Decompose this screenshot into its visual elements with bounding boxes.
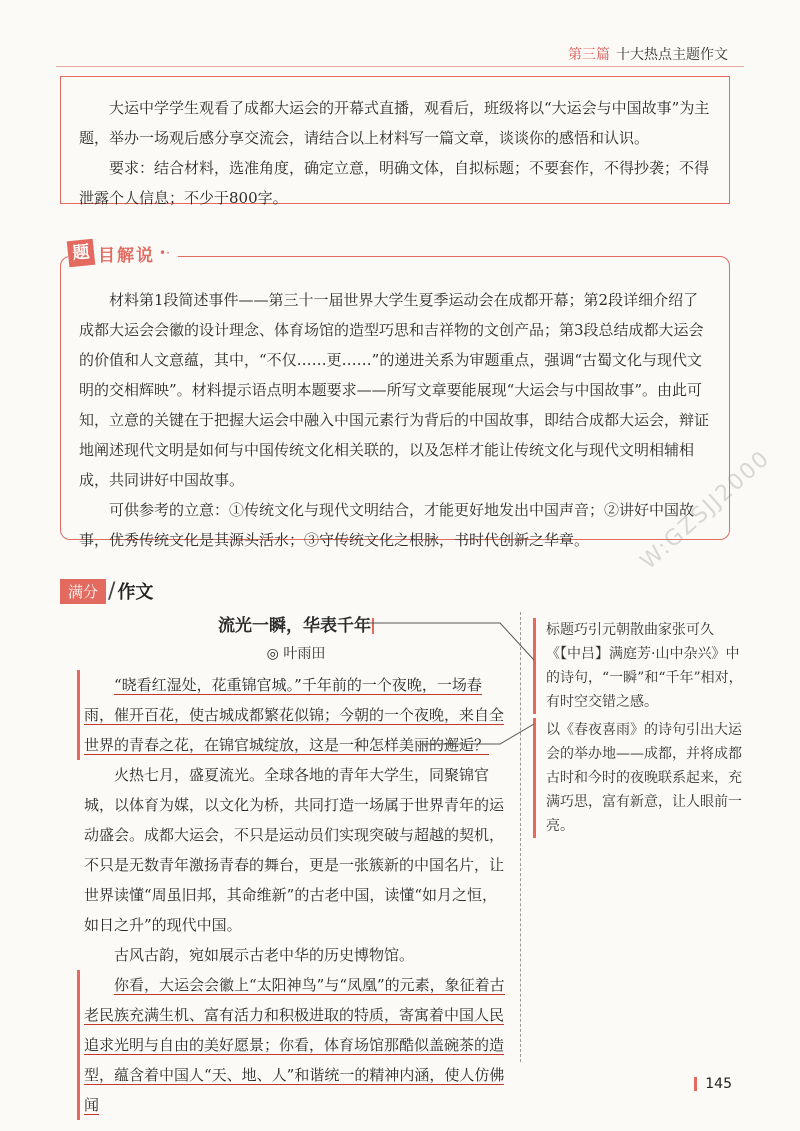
dot-decoration-icon: •· — [159, 246, 170, 260]
margin-note: 标题巧引元朝散曲家张可久《【中吕】满庭芳·山中杂兴》中的诗句，“一瞬”和“千年”相对，有时空交错之感。 — [533, 618, 746, 714]
analysis-label — [68, 240, 178, 266]
page-number — [694, 1076, 732, 1092]
title-marker — [372, 618, 374, 634]
watermark: W:GZSJJ2000 — [636, 445, 776, 575]
essay-title — [84, 612, 508, 640]
essay-paragraph: 火热七月，盛夏流光。全球各地的青年大学生，同聚锦官城，以体育为媒，以文化为桥，共同打造一场属于世界青年的运动盛会。成都大运会，不只是运动员们实现突破与超越的契机，不只是无数青年激扬青春的舞台，更是一张簇新的中国名片，让世界读懂“周虽旧邦，其命维新”的古老中国，读懂“如月之恒，如日之升”的现代中国。 — [84, 766, 505, 934]
header-section: 第三篇 — [568, 47, 610, 63]
prompt-paragraph: 大运中学学生观看了成都大运会的开幕式直播，观看后，班级将以“大运会与中国故事”为主题，举办一场观后感分享交流会，请结合以上材料写一篇文章，谈谈你的感悟和认识。 — [79, 99, 710, 147]
analysis-ideas: 可供参考的立意：①传统文化与现代文明结合，才能更好地发出中国声音；②讲好中国故事，优秀传统文化是其源头活水；③守传统文化之根脉，书时代创新之华章。 — [79, 501, 695, 549]
essay-paragraph-text: “晓看红湿处，花重锦官城。”千年前的一个夜晚，一场春雨，催开百花，使古城成都繁花似锦；今朝的一个夜晚，来自全世界的青春之花，在锦官城绽放，这是一种怎样美丽的邂逅？ — [84, 676, 505, 754]
margin-note: 以《春夜喜雨》的诗句引出大运会的举办地——成都，并将成都古时和今时的夜晚联系起来，充满巧思，富有新意，让人眼前一亮。 — [533, 718, 746, 838]
essay-title-text: 流光一瞬，华表千年 — [218, 616, 371, 636]
section-slash: / — [108, 578, 116, 604]
header-title: 十大热点主题作文 — [616, 47, 728, 63]
margin-divider — [520, 612, 521, 1062]
essay-paragraph — [77, 670, 508, 760]
prompt-box — [60, 76, 730, 207]
section-tag: 满分 — [60, 579, 106, 604]
essay-paragraph-text: 你看，大运会会徽上“太阳神鸟”与“凤凰”的元素，象征着古老民族充满生机、富有活力和积极进取的特质，寄寓着中国人民追求光明与自由的美好愿景；你看，体育场馆那酷似盖碗茶的造型，蕴含着中国人“天、地、人”和谐统一的精神内涵，使人仿佛闻 — [84, 976, 505, 1114]
header-divider — [56, 66, 744, 67]
essay-column — [84, 610, 508, 1120]
running-header — [568, 44, 728, 64]
section-heading — [60, 578, 153, 604]
essay-paragraph: 古风古韵，宛如展示古老中华的历史博物馆。 — [114, 946, 415, 964]
page-number-bar — [694, 1077, 697, 1091]
analysis-label-badge: 题 — [67, 239, 96, 268]
page-number-text: 145 — [705, 1076, 732, 1092]
prompt-requirements: 要求：结合材料，选准角度，确定立意，明确文体，自拟标题；不要套作，不得抄袭；不得泄露个人信息；不少于800字。 — [79, 159, 710, 207]
essay-paragraph — [77, 970, 508, 1120]
section-title: 作文 — [117, 582, 154, 603]
analysis-paragraph: 材料第1段简述事件——第三十一届世界大学生夏季运动会在成都开幕；第2段详细介绍了成都大运会会徽的设计理念、体育场馆的造型巧思和吉祥物的文创产品；第3段总结成都大运会的价值和人文意蕴，其中，“不仅……更……”的递进关系为审题重点，强调“古蜀文化与现代文明的交相辉映”。材料提示语点明本题要求——所写文章要能展现“大运会与中国故事”。由此可知，立意的关键在于把握大运会中融入中国元素行为背后的中国故事，即结合成都大运会，辩证地阐述现代文明是如何与中国传统文化相关联的，以及怎样才能让传统文化与现代文明相辅相成，共同讲好中国故事。 — [79, 291, 710, 489]
essay-author: ◎ 叶雨田 — [266, 646, 326, 662]
analysis-label-text: 目解说 — [98, 245, 155, 266]
